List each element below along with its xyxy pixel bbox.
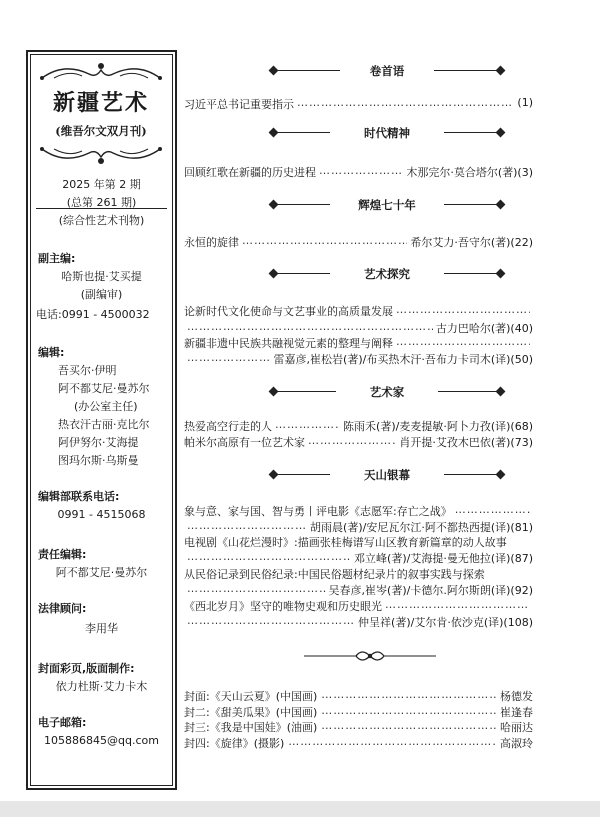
- author-page: 仲呈祥(著)/艾尔肯·依沙克(译)(108): [358, 616, 533, 629]
- toc-entry[interactable]: [184, 598, 533, 614]
- author-page: 雷嘉彦,崔松岩(著)/布买热木汗·吾布力卡司木(译)(50): [273, 353, 533, 366]
- editor-name: 阿不都艾尼·曼苏尔: [58, 382, 150, 395]
- credit-name: 哈丽达: [500, 721, 533, 734]
- cover-credit: [184, 735, 533, 751]
- section-title: 艺术探究: [364, 267, 410, 281]
- dot-leader: [187, 351, 271, 367]
- credit-name: 崔逢春: [500, 706, 533, 719]
- toc-entry[interactable]: [184, 418, 533, 434]
- flourish-ornament-top: [34, 60, 168, 84]
- entry-title: 热爱高空行走的人: [184, 420, 272, 433]
- editor-name: 热衣汗古丽·克比尔: [58, 418, 150, 431]
- page-number: (1): [517, 96, 533, 109]
- section-title: 卷首语: [369, 64, 405, 78]
- author-page: 胡雨晨(著)/安尼瓦尔江·阿不都热西提(译)(81): [310, 521, 533, 534]
- dot-leader: [187, 519, 307, 535]
- section-header: [270, 197, 504, 213]
- author-page: 古力巴哈尔(著)(40): [435, 322, 533, 335]
- credit-name: 高淑玲: [500, 737, 533, 750]
- contact-phone: 0991 - 4515068: [57, 508, 146, 521]
- dot-leader: [187, 550, 351, 566]
- dot-leader: [321, 688, 496, 704]
- deputy-editor-label: 副主编:: [38, 252, 76, 265]
- editor-name: 图玛尔斯·乌斯曼: [58, 454, 139, 467]
- entry-title: 习近平总书记重要指示: [184, 98, 294, 111]
- section-header: [270, 266, 504, 282]
- email-label: 电子邮箱:: [38, 716, 87, 729]
- dot-leader: [321, 719, 496, 735]
- deputy-editor-name: 哈斯也提·艾买提: [61, 270, 142, 283]
- dot-leader: [385, 598, 530, 614]
- section-title: 天山银幕: [364, 468, 410, 482]
- author-page: 吴春彦,崔岑(著)/卡德尔.阿尔斯朗(译)(92): [328, 584, 533, 597]
- toc-entry-continued[interactable]: [184, 550, 533, 566]
- dot-leader: [242, 234, 407, 250]
- deputy-editor-note: (副编审): [80, 288, 123, 301]
- entry-title: 《西北岁月》坚守的唯物史观和历史眼光: [184, 600, 382, 613]
- credit-label: 封四:《旋律》(摄影): [184, 737, 285, 750]
- author-page: 木那完尔·莫合塔尔(著)(3): [406, 166, 533, 179]
- author-page: 希尔艾力·吾守尔(著)(22): [410, 236, 533, 249]
- section-header: [270, 63, 504, 79]
- toc-entry-continued[interactable]: [184, 320, 533, 336]
- dot-leader: [396, 335, 530, 351]
- legal-label: 法律顾问:: [38, 602, 87, 615]
- publication-kind: (综合性艺术刊物): [58, 214, 145, 227]
- credit-label: 封面:《天山云夏》(中国画): [184, 690, 318, 703]
- dot-leader: [187, 320, 433, 336]
- toc-entry[interactable]: [184, 303, 533, 319]
- toc-entry[interactable]: [184, 566, 533, 582]
- legal-name: 李用华: [85, 622, 118, 635]
- entry-title: 电视剧《山花烂漫时》:描画张桂梅谱写山区教育新篇章的动人故事: [184, 536, 507, 549]
- contact-label: 编辑部联系电话:: [38, 490, 120, 503]
- dot-leader: [297, 96, 514, 112]
- flourish-ornament-bottom: [34, 143, 168, 167]
- entry-title: 新疆非遗中民族共融视觉元素的整理与阐释: [184, 337, 393, 350]
- toc-entry-continued[interactable]: [184, 351, 533, 367]
- entry-title: 帕米尔高原有一位艺术家: [184, 436, 305, 449]
- toc-entry[interactable]: [184, 534, 533, 550]
- resp-editor-label: 责任编辑:: [38, 548, 87, 561]
- section-header: [270, 125, 504, 141]
- masthead-sidebar: [26, 50, 177, 790]
- phone: 电话:0991 - 4500032: [36, 308, 150, 321]
- section-title: 辉煌七十年: [358, 198, 416, 212]
- credit-name: 杨德发: [500, 690, 533, 703]
- section-header: [270, 467, 504, 483]
- editor-name: 吾买尔·伊明: [58, 364, 117, 377]
- entry-title: 论新时代文化使命与文艺事业的高质量发展: [184, 305, 393, 318]
- toc-entry[interactable]: [184, 96, 533, 112]
- dot-leader: [321, 704, 496, 720]
- entry-title: 从民俗记录到民俗纪录:中国民俗题材纪录片的叙事实践与探索: [184, 568, 485, 581]
- toc-entry[interactable]: [184, 434, 533, 450]
- cover-credit: [184, 704, 533, 720]
- dot-leader: [187, 582, 326, 598]
- dot-leader: [319, 164, 403, 180]
- credit-label: 封二:《甜美瓜果》(中国画): [184, 706, 318, 719]
- editors-label: 编辑:: [38, 346, 65, 359]
- entry-title: 永恒的旋律: [184, 236, 239, 249]
- cover-credit: [184, 688, 533, 704]
- cover-credit: [184, 719, 533, 735]
- toc-entry[interactable]: [184, 234, 533, 250]
- author-page: 陈雨禾(著)/麦麦提敏·阿卜力孜(译)(68): [343, 420, 533, 433]
- toc-entry-continued[interactable]: [184, 519, 533, 535]
- magazine-title: 新疆艺术: [52, 90, 149, 116]
- resp-editor-name: 阿不都艾尼·曼苏尔: [55, 566, 148, 579]
- author-page: 邓立峰(著)/艾海提·曼无他拉(译)(87): [354, 552, 533, 565]
- magazine-subtitle: ( 维吾尔文双月刊 ): [34, 123, 168, 139]
- dot-leader: [396, 303, 530, 319]
- section-header: [270, 384, 504, 400]
- page-bottom-edge: [0, 801, 600, 817]
- entry-title: 象与意、家与国、智与勇丨评电影《志愿军:存亡之战》: [184, 505, 452, 518]
- toc-entry[interactable]: [184, 164, 533, 180]
- toc-entry[interactable]: [184, 503, 533, 519]
- author-page: 肖开提·艾孜木巴依(著)(73): [399, 436, 533, 449]
- entry-title: 回顾红歌在新疆的历史进程: [184, 166, 316, 179]
- dot-leader: [187, 614, 355, 630]
- section-title: 时代精神: [364, 126, 410, 140]
- dot-leader: [288, 735, 496, 751]
- total-issue: (总第 261 期): [66, 196, 137, 209]
- section-title: 艺术家: [369, 385, 405, 399]
- design-label: 封面彩页,版面制作:: [38, 662, 135, 675]
- flourish-divider-ornament: [300, 648, 440, 664]
- toc-entry-continued[interactable]: [184, 582, 533, 598]
- dot-leader: [455, 503, 530, 519]
- dot-leader: [275, 418, 340, 434]
- dot-leader: [308, 434, 396, 450]
- toc-entry-continued[interactable]: [184, 614, 533, 630]
- toc-entry[interactable]: [184, 335, 533, 351]
- email-address: 105886845@qq.com: [44, 734, 159, 747]
- issue-number: 2025 年第 2 期: [62, 178, 141, 191]
- editor-note: (办公室主任): [74, 400, 138, 413]
- editor-name: 阿伊努尔·艾海提: [58, 436, 139, 449]
- design-name: 依力杜斯·艾力卡木: [55, 680, 148, 693]
- credit-label: 封三:《我是中国娃》(油画): [184, 721, 318, 734]
